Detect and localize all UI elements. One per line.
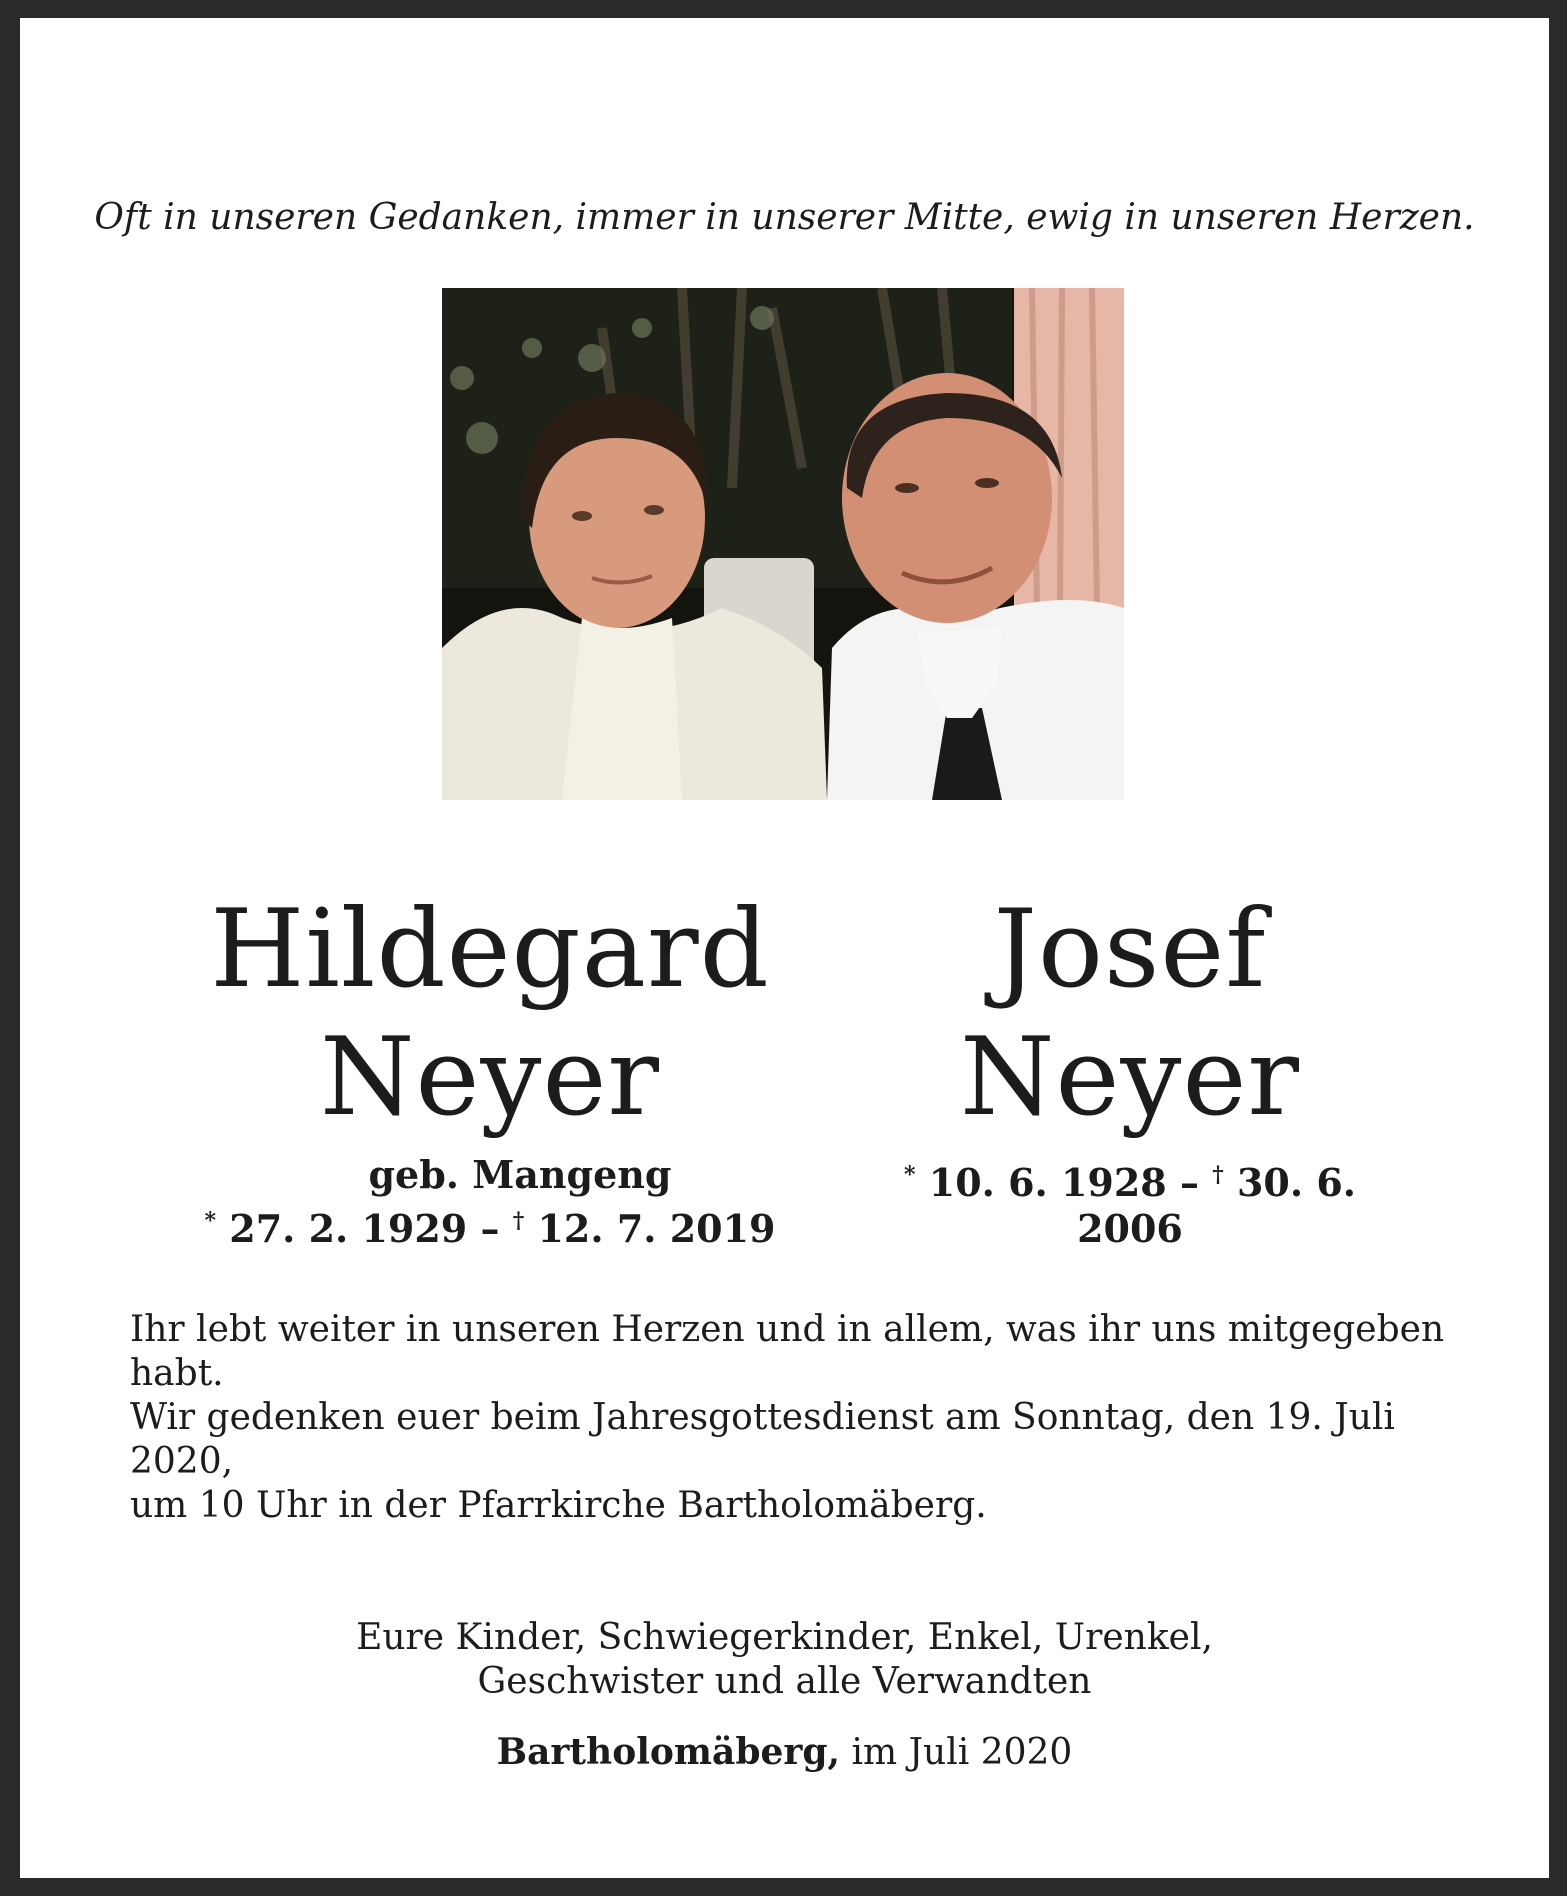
death-date: 30. 6. 2006	[1077, 1160, 1356, 1251]
maiden-name: geb. Mangeng	[368, 1152, 672, 1197]
life-dates	[180, 1198, 800, 1252]
life-dates	[865, 1152, 1395, 1252]
mourners-line-1: Eure Kinder, Schwiegerkinder, Enkel, Urenkel,	[356, 1617, 1213, 1658]
obituary-notice	[20, 18, 1549, 1878]
couple-photo	[442, 288, 1124, 800]
person-hildegard	[180, 886, 800, 1252]
birth-date: 27. 2. 1929	[229, 1206, 468, 1251]
mourners-line-2: Geschwister und alle Verwandten	[477, 1661, 1092, 1702]
signoff-place: Bartholomäberg,	[496, 1731, 841, 1773]
last-name: Neyer	[960, 1015, 1300, 1140]
first-name: Josef	[993, 887, 1267, 1012]
death-symbol: †	[512, 1208, 525, 1234]
memorial-service-paragraph	[130, 1396, 1460, 1528]
first-name: Hildegard	[210, 887, 770, 1012]
death-date: 12. 7. 2019	[537, 1206, 776, 1251]
last-name: Neyer	[320, 1015, 660, 1140]
date-separator: –	[480, 1206, 500, 1251]
signoff-date: im Juli 2020	[851, 1732, 1073, 1773]
remembrance-paragraph: Ihr lebt weiter in unseren Herzen und in allem, was ihr uns mitgegeben habt.	[130, 1309, 1445, 1394]
birth-date: 10. 6. 1928	[928, 1160, 1167, 1205]
signoff	[20, 1730, 1549, 1775]
memorial-service-line-2: um 10 Uhr in der Pfarrkirche Bartholomäberg.	[130, 1485, 987, 1526]
person-josef	[865, 886, 1395, 1252]
birth-symbol: *	[204, 1208, 217, 1234]
motto: Oft in unseren Gedanken, immer in unserer Mitte, ewig in unseren Herzen.	[94, 197, 1475, 238]
date-separator: –	[1180, 1160, 1199, 1205]
death-symbol: †	[1212, 1162, 1224, 1188]
memorial-service-line-1: Wir gedenken euer beim Jahresgottesdienst am Sonntag, den 19. Juli 2020,	[130, 1397, 1395, 1482]
birth-symbol: *	[904, 1162, 916, 1188]
mourners	[20, 1616, 1549, 1704]
portrait-photo-icon	[442, 288, 1124, 800]
